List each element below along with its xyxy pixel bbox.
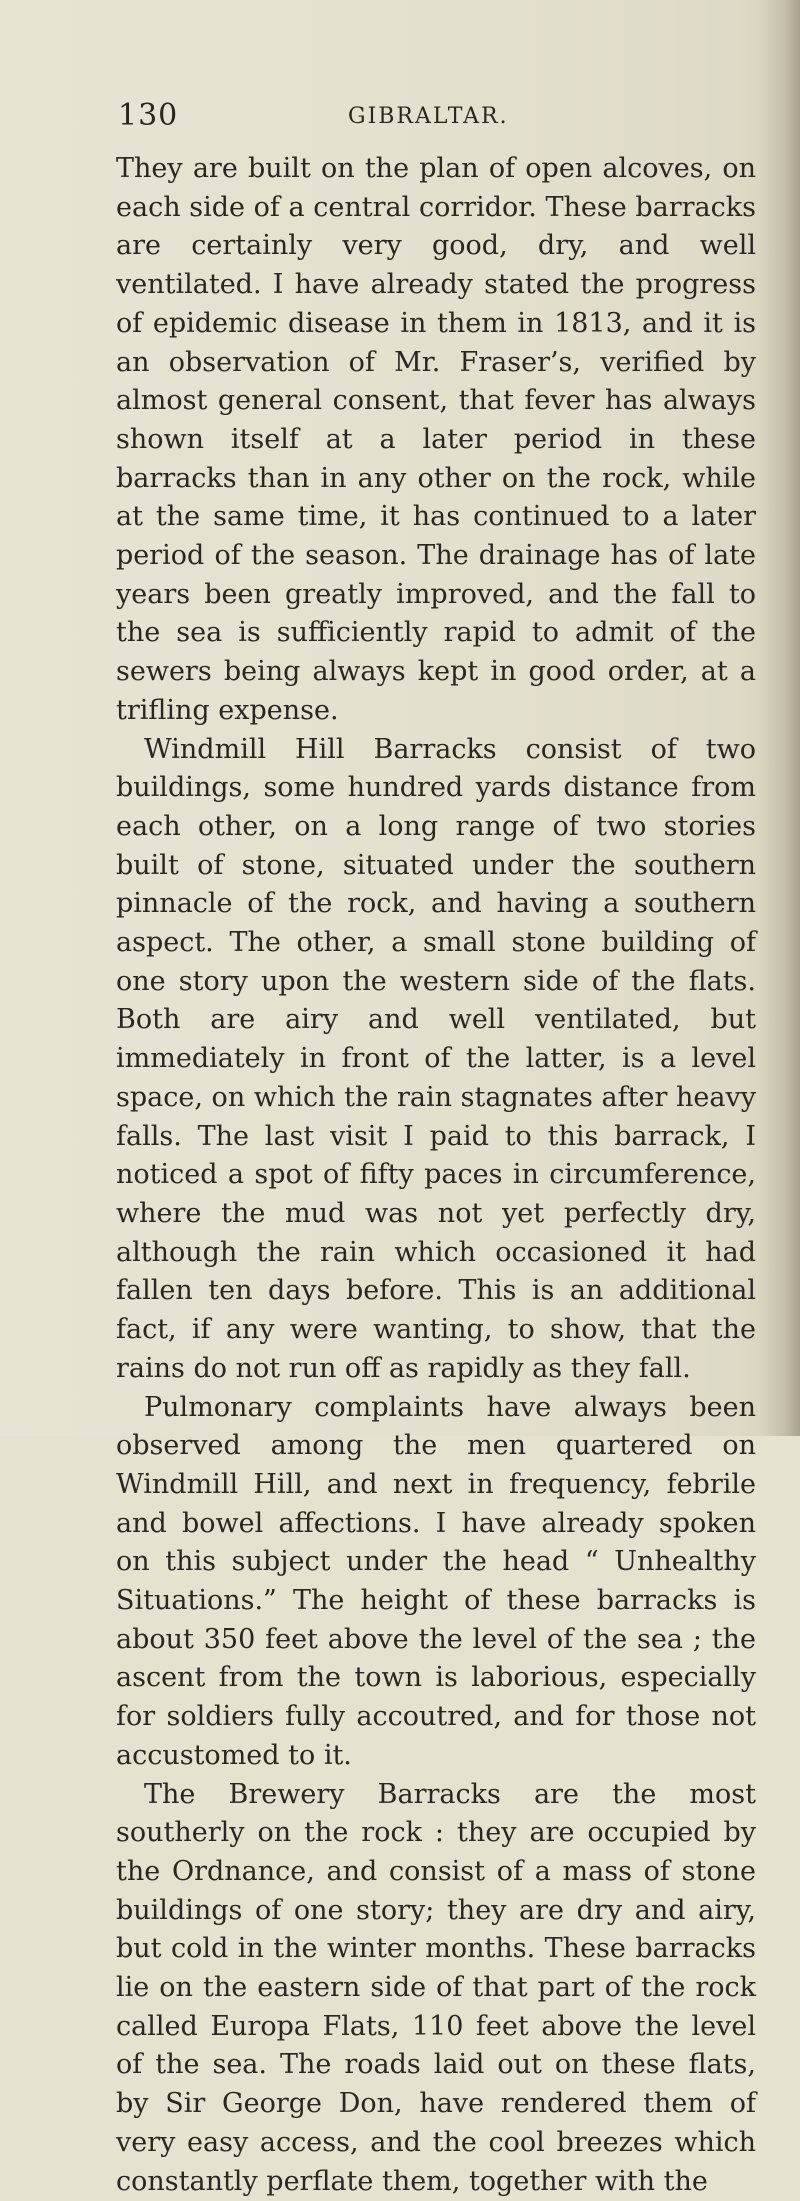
running-head: GIBRALTAR. — [348, 104, 509, 129]
page-header — [118, 98, 738, 138]
page-number: 130 — [118, 98, 179, 133]
page-gutter-shadow — [762, 0, 800, 1436]
paragraph: Pulmonary complaints have always been observed among the men quartered on Windmill Hill, and next in frequency, febrile and bowel affections. I have already spoken on this subject under the head “ Unhealthy Situations.” The height of these barracks is about 350 feet above the level of the sea ; the ascent from the town is laborious, especially for soldiers fully accoutred, and for those not accustomed to it. — [116, 1391, 756, 1771]
body-text — [116, 150, 756, 2201]
paragraph: Windmill Hill Barracks consist of two buildings, some hundred yards distance from each other, on a long range of two stories built of stone, situated under the southern pinnacle of the rock, and having a southern aspect. The other, a small stone building of one story upon the western side of the flats. Both are airy and well ventilated, but immediately in front of the latter, is a level space, on which the rain stagnates after heavy falls. The last visit I paid to this barrack, I noticed a spot of fifty paces in circumference, where the mud was not yet perfectly dry, although the rain which occasioned it had fallen ten days before. This is an additional fact, if any were wanting, to show, that the rains do not run off as rapidly as they fall. — [116, 733, 756, 1384]
paragraph: They are built on the plan of open alcoves, on each side of a central corridor. These barracks are certainly very good, dry, and well ventilated. I have already stated the progress of epidemic disease in them in 1813, and it is an observation of Mr. Fraser’s, verified by almost general consent, that fever has always shown itself at a later period in these barracks than in any other on the rock, while at the same time, it has continued to a later period of the season. The drainage has of late years been greatly improved, and the fall to the sea is sufficiently rapid to admit of the sewers being always kept in good order, at a trifling expense. — [116, 153, 756, 726]
paragraph: The Brewery Barracks are the most southerly on the rock : they are occupied by the Ordnance, and consist of a mass of stone buildings of one story; they are dry and airy, but cold in the winter months. These barracks lie on the eastern side of that part of the rock called Europa Flats, 110 feet above the level of the sea. The roads laid out on these flats, by Sir George Don, have rendered them of very easy access, and the cool breezes which constantly perflate them, together with the — [116, 1778, 756, 2197]
